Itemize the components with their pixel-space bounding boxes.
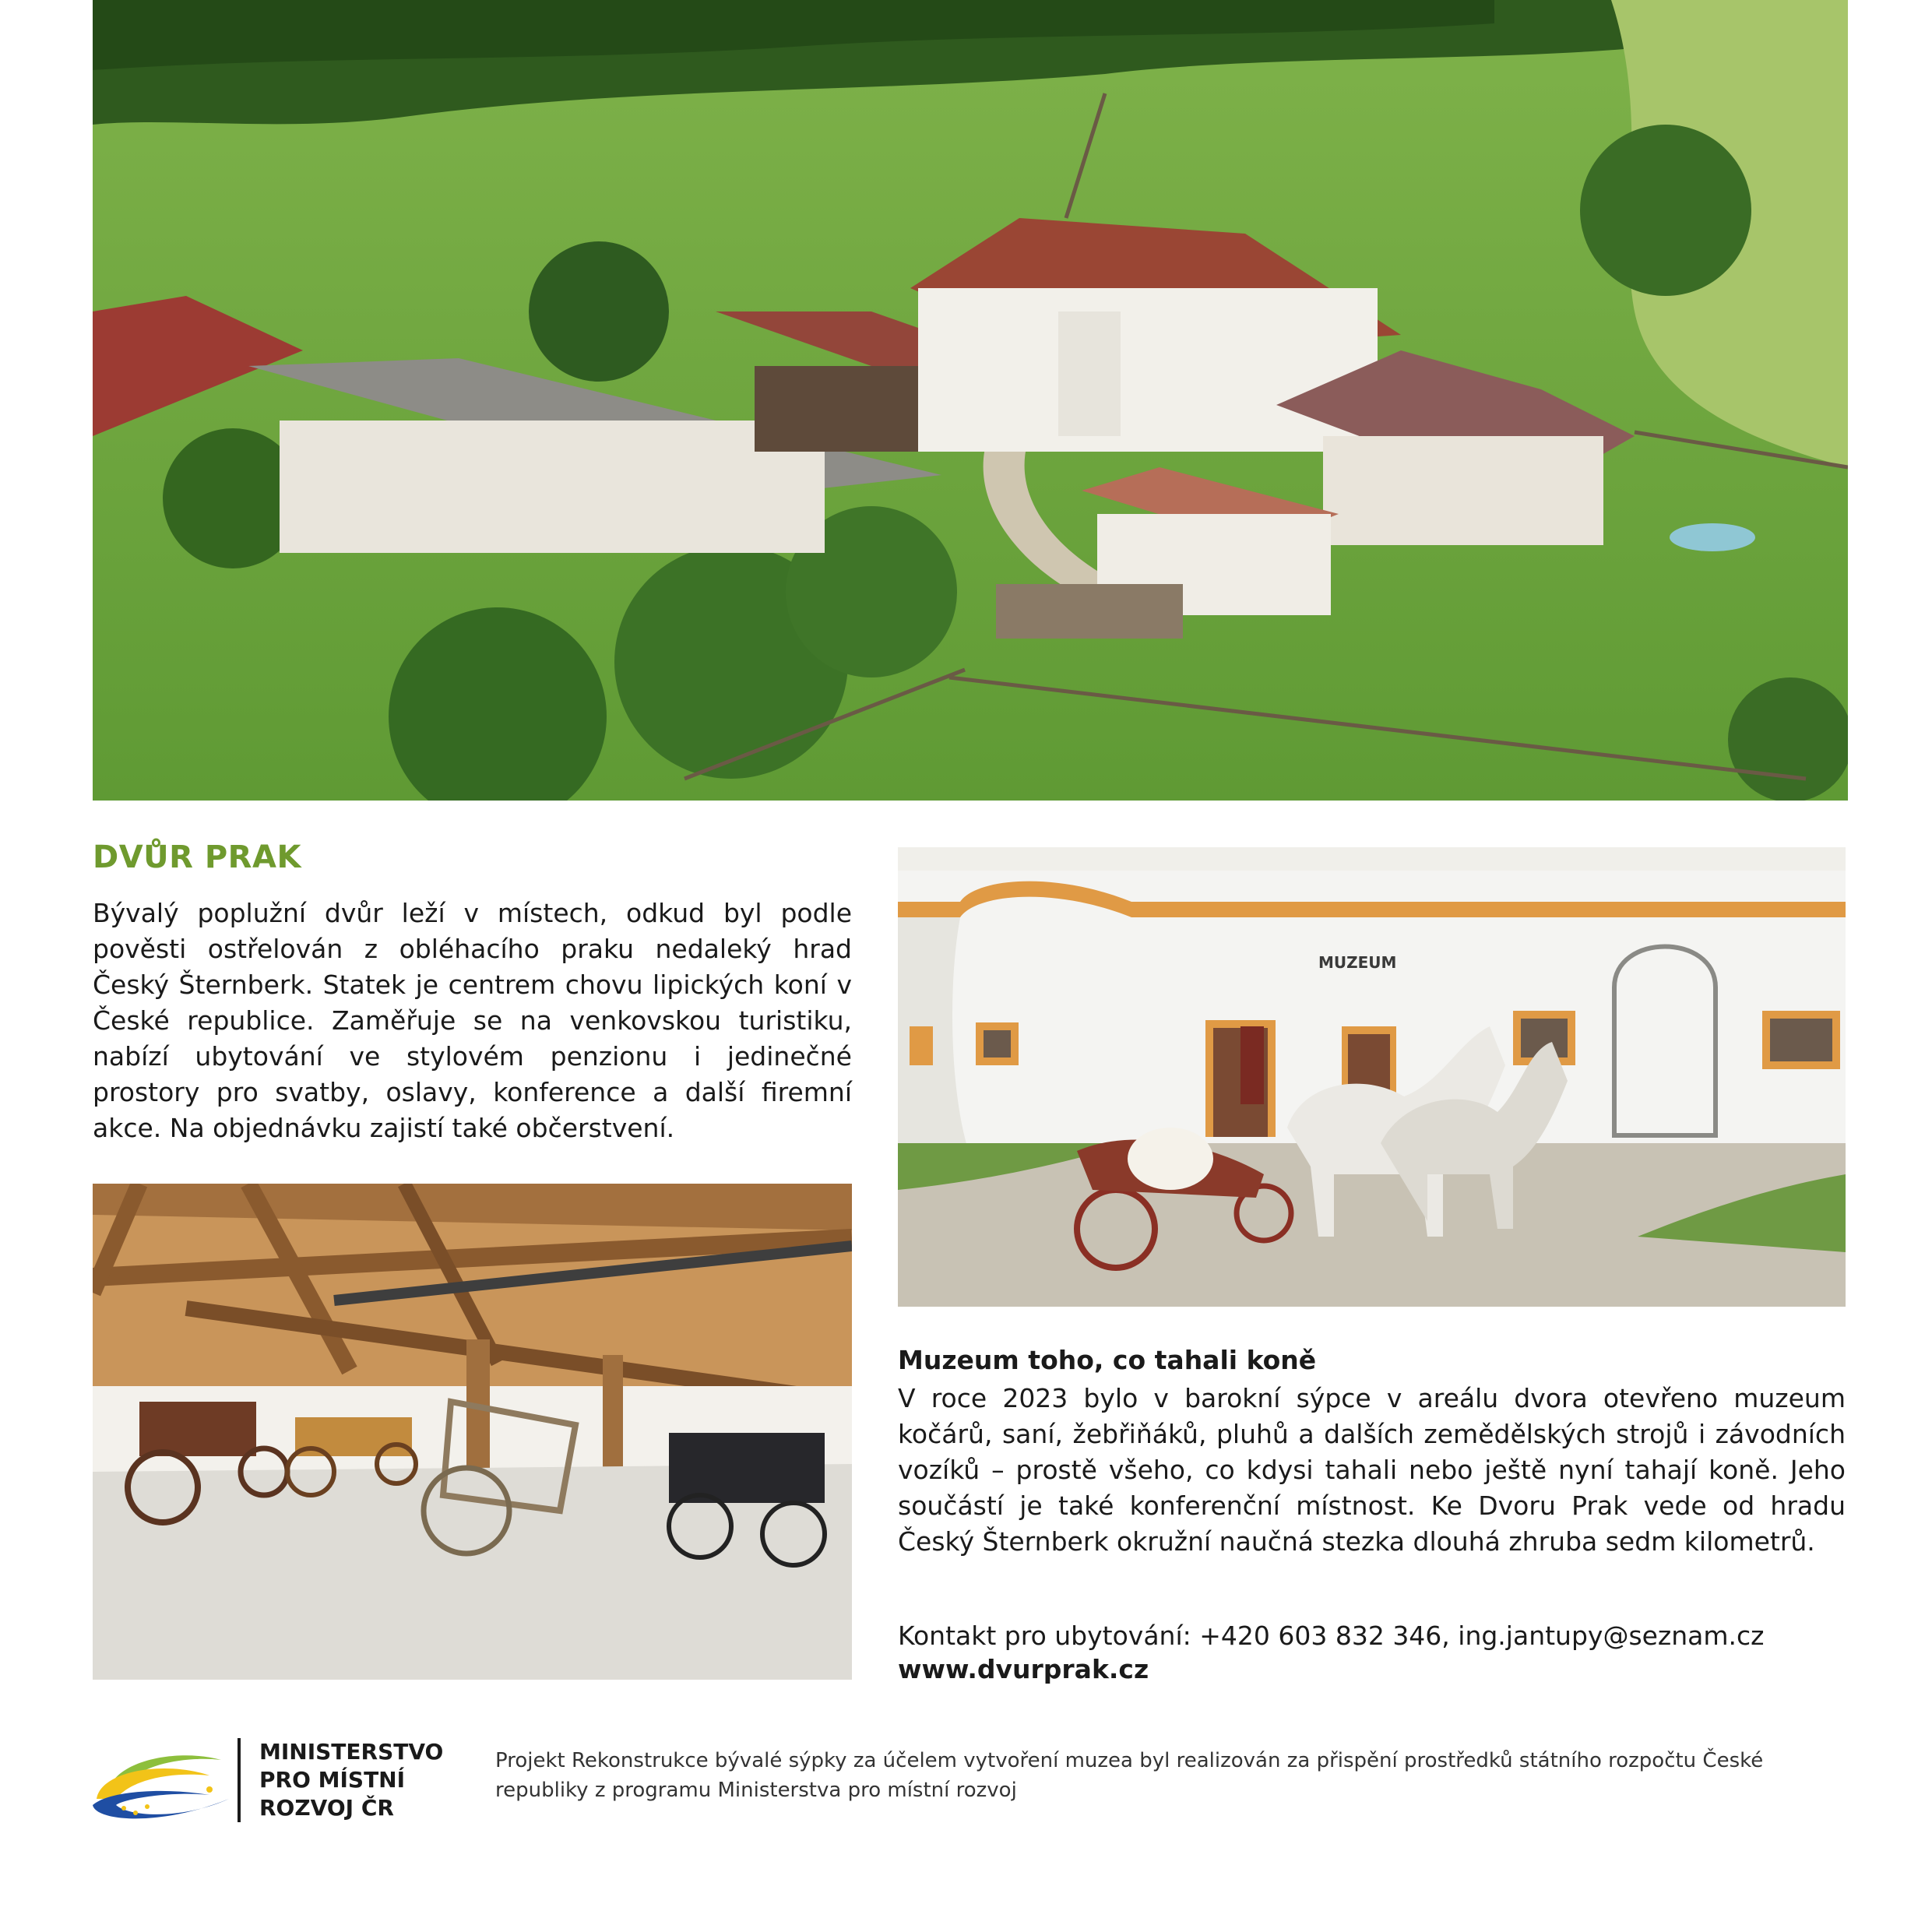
intro-paragraph: Bývalý poplužní dvůr leží v místech, odkud byl podle pověsti ostřelován z obléhacího praku nedaleký hrad Český Šternberk. Statek je centrem chovu lipických koní v České republice. Zaměřuje se na venkovskou turistiku, nabízí ubytování ve stylovém penzionu i jedinečné prostory pro svatby, oslavy, konference a další firemní akce. Na objednávku zajistí také občerstvení. (93, 898, 852, 1143)
museum-heading: Muzeum toho, co tahali koně (898, 1345, 1317, 1375)
ministry-name (259, 1738, 443, 1822)
ministry-name-line-3: ROZVOJ ČR (259, 1795, 394, 1821)
ministry-name-line-1: MINISTERSTVO (259, 1739, 444, 1765)
ministry-logo (93, 1738, 474, 1824)
museum-paragraph: V roce 2023 bylo v barokní sýpce v areálu dvora otevřeno muzeum kočárů, saní, žebřiňáků, pluhů a dalších zemědělských strojů i závodních vozíků – prostě všeho, co kdysi tahali nebo ještě nyní tahají koně. Jeho součástí je také konferenční místnost. Ke Dvoru Prak vede od hradu Český Šternberk okružní naučná stezka dlouhá zhruba sedm kilometrů. (898, 1383, 1846, 1557)
logo-divider (238, 1738, 241, 1822)
ministry-emblem-icon (93, 1744, 233, 1822)
contact-info: Kontakt pro ubytování: +420 603 832 346, ing.jantupy@seznam.cz (898, 1621, 1765, 1651)
funding-note: Projekt Rekonstrukce bývalé sýpky za účelem vytvoření muzea byl realizován za přispění prostředků státního rozpočtu České republiky z programu Ministerstva pro místní rozvoj (495, 1749, 1764, 1802)
carriage-museum-photo (898, 847, 1846, 1307)
ministry-name-line-2: PRO MÍSTNÍ (259, 1767, 406, 1793)
page-title: DVŮR PRAK (93, 839, 301, 875)
museum-interior-photo (93, 1184, 852, 1680)
aerial-farm-photo (93, 0, 1848, 801)
museum-sign-text: MUZEUM (1318, 953, 1397, 972)
website-link[interactable]: www.dvurprak.cz (898, 1654, 1149, 1684)
